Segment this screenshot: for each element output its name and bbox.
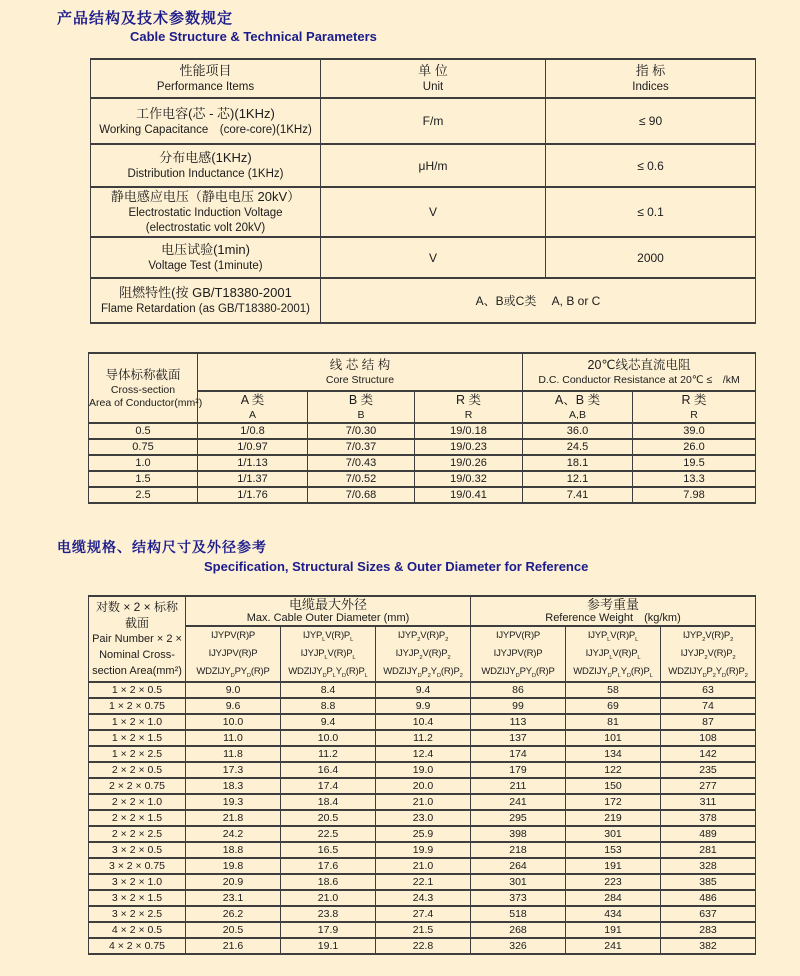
resistance-ab-cell: 7.41 [523,487,633,503]
class-b-cell: 7/0.43 [308,455,415,471]
diameter-type3-cell: 21.0 [376,794,471,810]
header-en: A,B [569,409,586,421]
pair-size-cell: 3 × 2 × 2.5 [89,906,186,922]
diameter-type1-cell: 9.6 [186,698,281,714]
type-line: $IJYJP_LV(R)P_L$ [300,648,356,661]
table-row [89,810,756,826]
class-ab-resistance-header [523,391,633,423]
unit-cell: V [321,237,546,278]
diameter-type3-cell: 20.0 [376,778,471,794]
type-line: $WDZIJY_DP_2Y_D(R)P_2$ [383,666,463,679]
weight-type3-cell: 283 [661,922,756,938]
weight-type2-cell: 81 [566,714,661,730]
class-b-header [308,391,415,423]
header-cn: A 类 [240,393,265,407]
weight-type1-cell: 326 [471,938,566,954]
diameter-type1-cell: 19.3 [186,794,281,810]
resistance-r-cell: 13.3 [633,471,756,487]
cross-section-cell: 0.5 [89,423,198,439]
cable-type-header-row [89,626,756,682]
header-en: Indices [632,81,669,93]
header-cn: 参考重量 [587,597,640,612]
weight-type2-header [566,626,661,682]
unit-header [321,59,546,98]
class-a-cell: 1/1.13 [198,455,308,471]
weight-type3-cell: 489 [661,826,756,842]
header-cn: 电缆最大外径 [288,597,367,612]
table-row-working-capacitance [91,98,756,144]
diameter-type2-cell: 23.8 [281,906,376,922]
pair-size-cell: 2 × 2 × 2.5 [89,826,186,842]
pair-size-cell: 1 × 2 × 0.5 [89,682,186,698]
weight-type3-cell: 378 [661,810,756,826]
diameter-type1-cell: 10.0 [186,714,281,730]
pair-size-cell: 1 × 2 × 1.0 [89,714,186,730]
type-line: IJYJPV(R)P [208,648,258,659]
diameter-type3-cell: 19.9 [376,842,471,858]
dc-resistance-group-header [523,353,756,391]
diameter-type3-cell: 9.9 [376,698,471,714]
diameter-type2-cell: 17.9 [281,922,376,938]
table-row [89,922,756,938]
conductor-table-body [89,423,756,503]
specification-table [88,595,756,955]
weight-type2-cell: 101 [566,730,661,746]
weight-type3-cell: 108 [661,730,756,746]
class-r-resistance-header [633,391,756,423]
weight-type1-cell: 99 [471,698,566,714]
param-en2: (electrostatic volt 20kV) [145,222,266,234]
weight-type1-cell: 518 [471,906,566,922]
type-line: $IJYP_2V(R)P_2$ [397,630,449,643]
specification-table-body [89,682,756,954]
param-en: Voltage Test (1minute) [148,260,263,272]
performance-parameters-table [90,58,756,324]
header-en2: Nominal Cross- [99,649,175,661]
type-line: $IJYP_LV(R)P_L$ [302,630,354,643]
index-cell: ≤ 0.1 [546,187,756,237]
diameter-type3-cell: 23.0 [376,810,471,826]
weight-type2-cell: 122 [566,762,661,778]
resistance-ab-cell: 24.5 [523,439,633,455]
pair-size-cell: 1 × 2 × 0.75 [89,698,186,714]
diameter-type1-cell: 18.8 [186,842,281,858]
weight-type1-cell: 268 [471,922,566,938]
param-cn: 工作电容(芯 - 芯)(1KHz) [136,105,275,121]
pair-size-cell: 3 × 2 × 0.5 [89,842,186,858]
diameter-type3-cell: 10.4 [376,714,471,730]
weight-type2-cell: 301 [566,826,661,842]
table-row [89,487,756,503]
diameter-type3-cell: 24.3 [376,890,471,906]
header-en: Performance Items [156,81,255,93]
type-line: IJYPV(R)P [495,630,541,641]
header-en: A [248,409,256,421]
param-name-cell [91,237,321,278]
weight-type1-cell: 211 [471,778,566,794]
weight-type3-cell: 235 [661,762,756,778]
weight-type3-cell: 142 [661,746,756,762]
param-en: Working Capacitance (core-core)(1KHz) [99,123,312,136]
diameter-type1-cell: 23.1 [186,890,281,906]
class-r-header [415,391,523,423]
class-r-cell: 19/0.23 [415,439,523,455]
class-a-cell: 1/0.97 [198,439,308,455]
weight-type3-cell: 281 [661,842,756,858]
resistance-ab-cell: 36.0 [523,423,633,439]
type-line: $IJYJP_2V(R)P_2$ [395,648,451,661]
type-line: $WDZIJY_DP_LY_D(R)P_L$ [288,666,368,679]
table-row [89,471,756,487]
weight-type3-cell: 87 [661,714,756,730]
class-r-cell: 19/0.18 [415,423,523,439]
type-line: $IJYP_LV(R)P_L$ [587,630,639,643]
header-en: Pair Number × 2 × [92,633,182,645]
weight-type3-cell: 328 [661,858,756,874]
cross-section-cell: 1.0 [89,455,198,471]
cross-section-cell: 0.75 [89,439,198,455]
resistance-r-cell: 19.5 [633,455,756,471]
weight-type1-cell: 398 [471,826,566,842]
header-en: D.C. Conductor Resistance at 20℃ ≤ /kM [538,374,740,386]
class-b-cell: 7/0.37 [308,439,415,455]
pair-size-header [89,596,186,682]
diameter-type1-cell: 18.3 [186,778,281,794]
weight-type3-cell: 311 [661,794,756,810]
header-cn: A、B 类 [554,393,601,407]
weight-type2-cell: 134 [566,746,661,762]
class-r-cell: 19/0.32 [415,471,523,487]
header-en: Max. Cable Outer Diameter (mm) [246,612,410,624]
unit-cell: F/m [321,98,546,144]
diameter-type2-cell: 16.4 [281,762,376,778]
diameter-type1-cell: 9.0 [186,682,281,698]
diameter-type3-cell: 27.4 [376,906,471,922]
unit-cell: V [321,187,546,237]
table-row [89,858,756,874]
param-name-cell [91,187,321,237]
header-cn: 指 标 [635,63,666,78]
diameter-type1-header [186,626,281,682]
diameter-type2-cell: 18.4 [281,794,376,810]
section2-title-en: Specification, Structural Sizes & Outer Diameter for Reference [204,559,589,574]
flame-class-cell: A、B或C类 A, B or C [321,278,756,323]
resistance-r-cell: 7.98 [633,487,756,503]
diameter-type2-cell: 18.6 [281,874,376,890]
group-header-row [89,596,756,626]
table-row [89,906,756,922]
header-cn2: 截面 [124,616,149,630]
weight-type3-cell: 486 [661,890,756,906]
class-b-cell: 7/0.68 [308,487,415,503]
table-row [89,890,756,906]
weight-type1-cell: 295 [471,810,566,826]
weight-type2-cell: 434 [566,906,661,922]
index-cell: ≤ 90 [546,98,756,144]
weight-type2-cell: 172 [566,794,661,810]
type-line: $IJYP_2V(R)P_2$ [682,630,734,643]
diameter-type1-cell: 20.5 [186,922,281,938]
table-row [89,826,756,842]
param-cn: 静电感应电压（静电电压 20kV） [110,189,301,204]
type-line: IJYPV(R)P [210,630,256,641]
header-cn: 导体标称截面 [105,367,181,382]
header-en: R [464,409,473,421]
diameter-type1-cell: 17.3 [186,762,281,778]
resistance-r-cell: 26.0 [633,439,756,455]
param-name-cell [91,144,321,187]
type-line: $IJYJP_LV(R)P_L$ [585,648,641,661]
diameter-type3-cell: 12.4 [376,746,471,762]
diameter-type3-cell: 22.1 [376,874,471,890]
diameter-type1-cell: 24.2 [186,826,281,842]
diameter-type3-cell: 21.0 [376,858,471,874]
section2-title-cn: 电缆规格、结构尺寸及外径参考 [57,539,267,555]
type-line: $WDZIJY_DP_2Y_D(R)P_2$ [668,666,748,679]
class-b-cell: 7/0.52 [308,471,415,487]
class-a-header [198,391,308,423]
type-line: $IJYJP_2V(R)P_2$ [680,648,736,661]
table-row-electrostatic-induction [91,187,756,237]
table-row [89,439,756,455]
weight-type2-cell: 191 [566,922,661,938]
section1-title-en: Cable Structure & Technical Parameters [130,29,377,44]
weight-type2-cell: 284 [566,890,661,906]
reference-weight-group-header [471,596,756,626]
diameter-type1-cell: 21.8 [186,810,281,826]
weight-type3-cell: 637 [661,906,756,922]
header-en3: section Area(mm²) [92,665,182,677]
diameter-type2-cell: 21.0 [281,890,376,906]
index-cell: ≤ 0.6 [546,144,756,187]
weight-type1-cell: 373 [471,890,566,906]
pair-size-cell: 1 × 2 × 1.5 [89,730,186,746]
diameter-type2-cell: 20.5 [281,810,376,826]
weight-type1-cell: 301 [471,874,566,890]
param-cn: 电压试验(1min) [161,242,250,257]
weight-type1-cell: 218 [471,842,566,858]
pair-size-cell: 4 × 2 × 0.5 [89,922,186,938]
table-row-voltage-test [91,237,756,278]
diameter-type2-cell: 17.4 [281,778,376,794]
pair-size-cell: 3 × 2 × 1.0 [89,874,186,890]
resistance-ab-cell: 18.1 [523,455,633,471]
type-line: $WDZIJY_DPY_D(R)P$ [196,666,270,679]
weight-type3-header [661,626,756,682]
class-a-cell: 1/1.76 [198,487,308,503]
table-row [89,698,756,714]
table-row [89,730,756,746]
param-en: Electrostatic Induction Voltage [128,207,283,219]
diameter-type3-header [376,626,471,682]
resistance-r-cell: 39.0 [633,423,756,439]
pair-size-cell: 3 × 2 × 1.5 [89,890,186,906]
unit-cell: μH/m [321,144,546,187]
header-cn: 对数 × 2 × 标称 [95,600,179,614]
weight-type3-cell: 277 [661,778,756,794]
table-row [89,455,756,471]
pair-size-cell: 2 × 2 × 1.0 [89,794,186,810]
header-en: Reference Weight (kg/km) [545,612,681,624]
weight-type2-cell: 150 [566,778,661,794]
class-b-cell: 7/0.30 [308,423,415,439]
header-en: Core Structure [325,374,395,386]
core-structure-group-header [198,353,523,391]
weight-type3-cell: 382 [661,938,756,954]
class-a-cell: 1/1.37 [198,471,308,487]
weight-type2-cell: 58 [566,682,661,698]
weight-type1-cell: 264 [471,858,566,874]
class-r-cell: 19/0.26 [415,455,523,471]
weight-type2-cell: 69 [566,698,661,714]
weight-type2-cell: 241 [566,938,661,954]
index-cell: 2000 [546,237,756,278]
diameter-type2-cell: 9.4 [281,714,376,730]
weight-type1-header [471,626,566,682]
diameter-type2-cell: 11.2 [281,746,376,762]
type-line: $WDZIJY_DPY_D(R)P$ [481,666,555,679]
weight-type1-cell: 241 [471,794,566,810]
weight-type2-cell: 223 [566,874,661,890]
header-cn: B 类 [348,393,374,407]
header-cn: R 类 [681,393,707,407]
weight-type1-cell: 179 [471,762,566,778]
diameter-type1-cell: 21.6 [186,938,281,954]
diameter-type3-cell: 22.8 [376,938,471,954]
diameter-type3-cell: 21.5 [376,922,471,938]
weight-type3-cell: 74 [661,698,756,714]
table-row [89,423,756,439]
pair-size-cell: 2 × 2 × 1.5 [89,810,186,826]
diameter-type3-cell: 25.9 [376,826,471,842]
header-cn: 20℃线芯直流电阻 [587,358,691,372]
indices-header [546,59,756,98]
pair-size-cell: 4 × 2 × 0.75 [89,938,186,954]
param-en: Distribution Inductance (1KHz) [127,168,284,180]
weight-type2-cell: 153 [566,842,661,858]
diameter-type3-cell: 9.4 [376,682,471,698]
header-en2: Area of Conductor(mm²) [89,396,203,409]
table-row [89,682,756,698]
group-header-row [89,353,756,391]
cross-section-cell: 1.5 [89,471,198,487]
section1-title-cn: 产品结构及技术参数规定 [57,10,234,27]
type-line: IJYJPV(R)P [493,648,543,659]
param-cn: 阻燃特性(按 GB/T18380-2001 [119,285,292,300]
diameter-type1-cell: 11.0 [186,730,281,746]
header-en: R [690,409,698,421]
header-row [91,59,756,98]
weight-type3-cell: 385 [661,874,756,890]
table-row [89,714,756,730]
header-en: Unit [422,81,444,93]
table-row-flame-retardation [91,278,756,323]
table-row [89,778,756,794]
header-cn: R 类 [455,393,481,407]
diameter-type2-cell: 8.4 [281,682,376,698]
table-row [89,874,756,890]
table-row [89,746,756,762]
cross-section-header [89,353,203,423]
table-row [89,794,756,810]
diameter-type2-cell: 8.8 [281,698,376,714]
weight-type2-cell: 219 [566,810,661,826]
table-row [89,938,756,954]
table-row [89,842,756,858]
diameter-type3-cell: 11.2 [376,730,471,746]
cross-section-cell: 2.5 [89,487,198,503]
diameter-type1-cell: 20.9 [186,874,281,890]
max-outer-diameter-group-header [186,596,471,626]
pair-size-cell: 1 × 2 × 2.5 [89,746,186,762]
diameter-type2-cell: 10.0 [281,730,376,746]
diameter-type2-header [281,626,376,682]
table-row [89,762,756,778]
diameter-type3-cell: 19.0 [376,762,471,778]
resistance-ab-cell: 12.1 [523,471,633,487]
diameter-type1-cell: 19.8 [186,858,281,874]
weight-type1-cell: 113 [471,714,566,730]
weight-type1-cell: 174 [471,746,566,762]
weight-type3-cell: 63 [661,682,756,698]
weight-type1-cell: 86 [471,682,566,698]
pair-size-cell: 3 × 2 × 0.75 [89,858,186,874]
diameter-type1-cell: 11.8 [186,746,281,762]
header-cn: 单 位 [418,63,448,78]
diameter-type2-cell: 17.6 [281,858,376,874]
diameter-type1-cell: 26.2 [186,906,281,922]
header-en: B [357,409,365,421]
conductor-structure-table [88,352,756,504]
diameter-type2-cell: 16.5 [281,842,376,858]
class-a-cell: 1/0.8 [198,423,308,439]
diameter-type2-cell: 19.1 [281,938,376,954]
class-r-cell: 19/0.41 [415,487,523,503]
header-cn: 线 芯 结 构 [329,358,391,372]
header-en: Cross-section [110,383,176,396]
header-cn: 性能项目 [179,63,232,78]
type-line: $WDZIJY_DP_LY_D(R)P_L$ [573,666,653,679]
weight-type2-cell: 191 [566,858,661,874]
pair-size-cell: 2 × 2 × 0.5 [89,762,186,778]
param-en: Flame Retardation (as GB/T18380-2001) [100,303,311,315]
param-name-cell [91,98,321,144]
param-name-cell [91,278,321,323]
param-cn: 分布电感(1KHz) [159,150,252,165]
pair-size-cell: 2 × 2 × 0.75 [89,778,186,794]
weight-type1-cell: 137 [471,730,566,746]
diameter-type2-cell: 22.5 [281,826,376,842]
performance-items-header [91,59,321,98]
table-row-distribution-inductance [91,144,756,187]
